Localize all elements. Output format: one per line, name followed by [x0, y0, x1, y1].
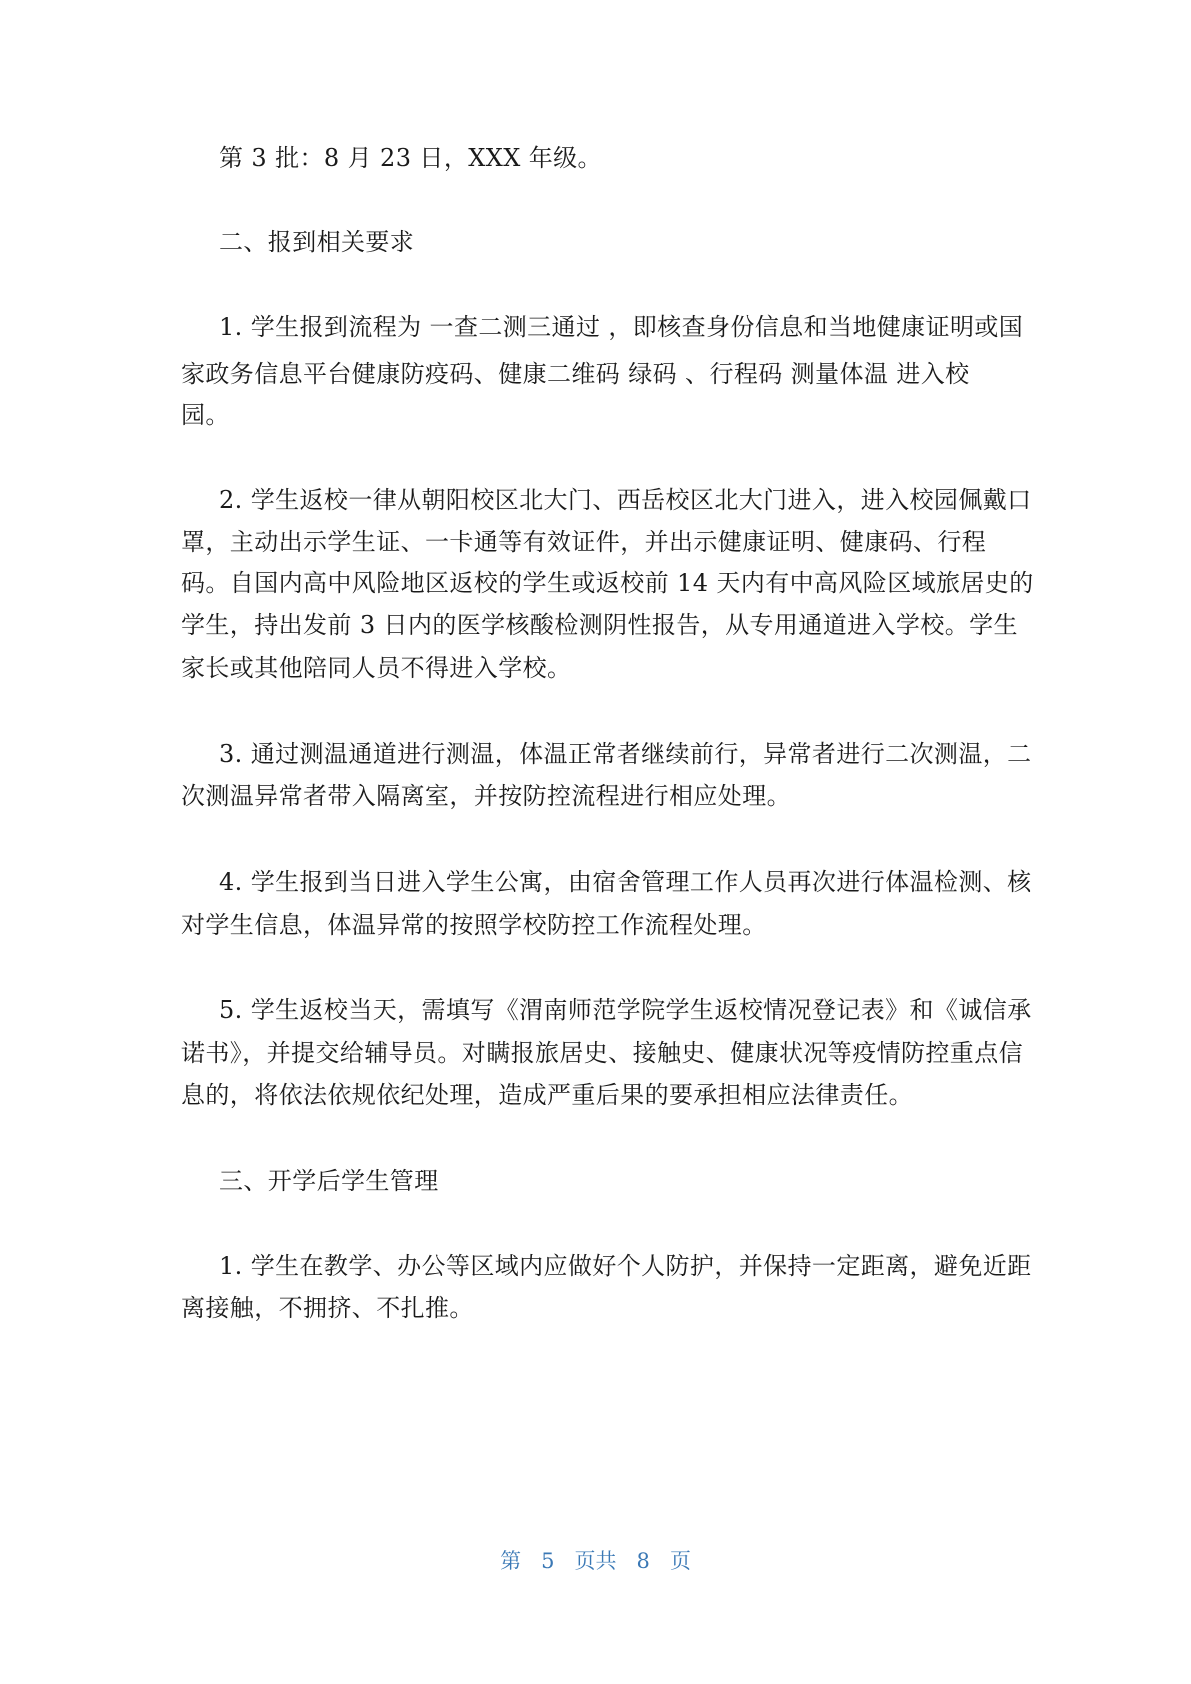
- paragraph-line: 码。自国内高中风险地区返校的学生或返校前 14 天内有中高风险区域旅居史的: [181, 569, 1034, 597]
- paragraph-line: 4. 学生报到当日进入学生公寓，由宿舍管理工作人员再次进行体温检测、核: [219, 868, 1032, 896]
- paragraph-line: 家政务信息平台健康防疫码、健康二维码 绿码 、行程码 测量体温 进入校: [181, 360, 970, 388]
- batch-3-line: 第 3 批：8 月 23 日，XXX 年级。: [219, 144, 602, 172]
- paragraph-line: 次测温异常者带入隔离室，并按防控流程进行相应处理。: [181, 782, 791, 810]
- paragraph-line: 5. 学生返校当天，需填写《渭南师范学院学生返校情况登记表》和《诚信承: [219, 996, 1032, 1024]
- paragraph-line: 1. 学生在教学、办公等区域内应做好个人防护，并保持一定距离，避免近距: [219, 1252, 1032, 1280]
- paragraph-line: 家长或其他陪同人员不得进入学校。: [181, 654, 572, 682]
- paragraph-line: 对学生信息，体温异常的按照学校防控工作流程处理。: [181, 911, 767, 939]
- paragraph-line: 2. 学生返校一律从朝阳校区北大门、西岳校区北大门进入，进入校园佩戴口: [219, 486, 1032, 514]
- paragraph-line: 息的，将依法依规依纪处理，造成严重后果的要承担相应法律责任。: [181, 1081, 913, 1109]
- footer-prefix: 第: [500, 1549, 522, 1573]
- paragraph-line: 1. 学生报到流程为 一查二测三通过 ，即核查身份信息和当地健康证明或国: [219, 313, 1024, 341]
- footer-middle: 页共: [574, 1549, 617, 1573]
- paragraph-line: 3. 通过测温通道进行测温，体温正常者继续前行，异常者进行二次测温，二: [219, 740, 1032, 768]
- section-heading-3: 三、开学后学生管理: [219, 1167, 439, 1195]
- footer-current-page: 5: [541, 1549, 555, 1573]
- paragraph-line: 园。: [181, 401, 230, 429]
- paragraph-line: 学生，持出发前 3 日内的医学核酸检测阴性报告，从专用通道进入学校。学生: [181, 611, 1018, 639]
- page-footer: [0, 1545, 1191, 1575]
- footer-suffix: 页: [669, 1549, 691, 1573]
- paragraph-line: 诺书》，并提交给辅导员。对瞒报旅居史、接触史、健康状况等疫情防控重点信: [181, 1039, 1023, 1067]
- footer-total-pages: 8: [636, 1549, 650, 1573]
- section-heading-2: 二、报到相关要求: [219, 228, 415, 256]
- paragraph-line: 罩，主动出示学生证、一卡通等有效证件，并出示健康证明、健康码、行程: [181, 528, 987, 556]
- paragraph-line: 离接触，不拥挤、不扎推。: [181, 1294, 474, 1322]
